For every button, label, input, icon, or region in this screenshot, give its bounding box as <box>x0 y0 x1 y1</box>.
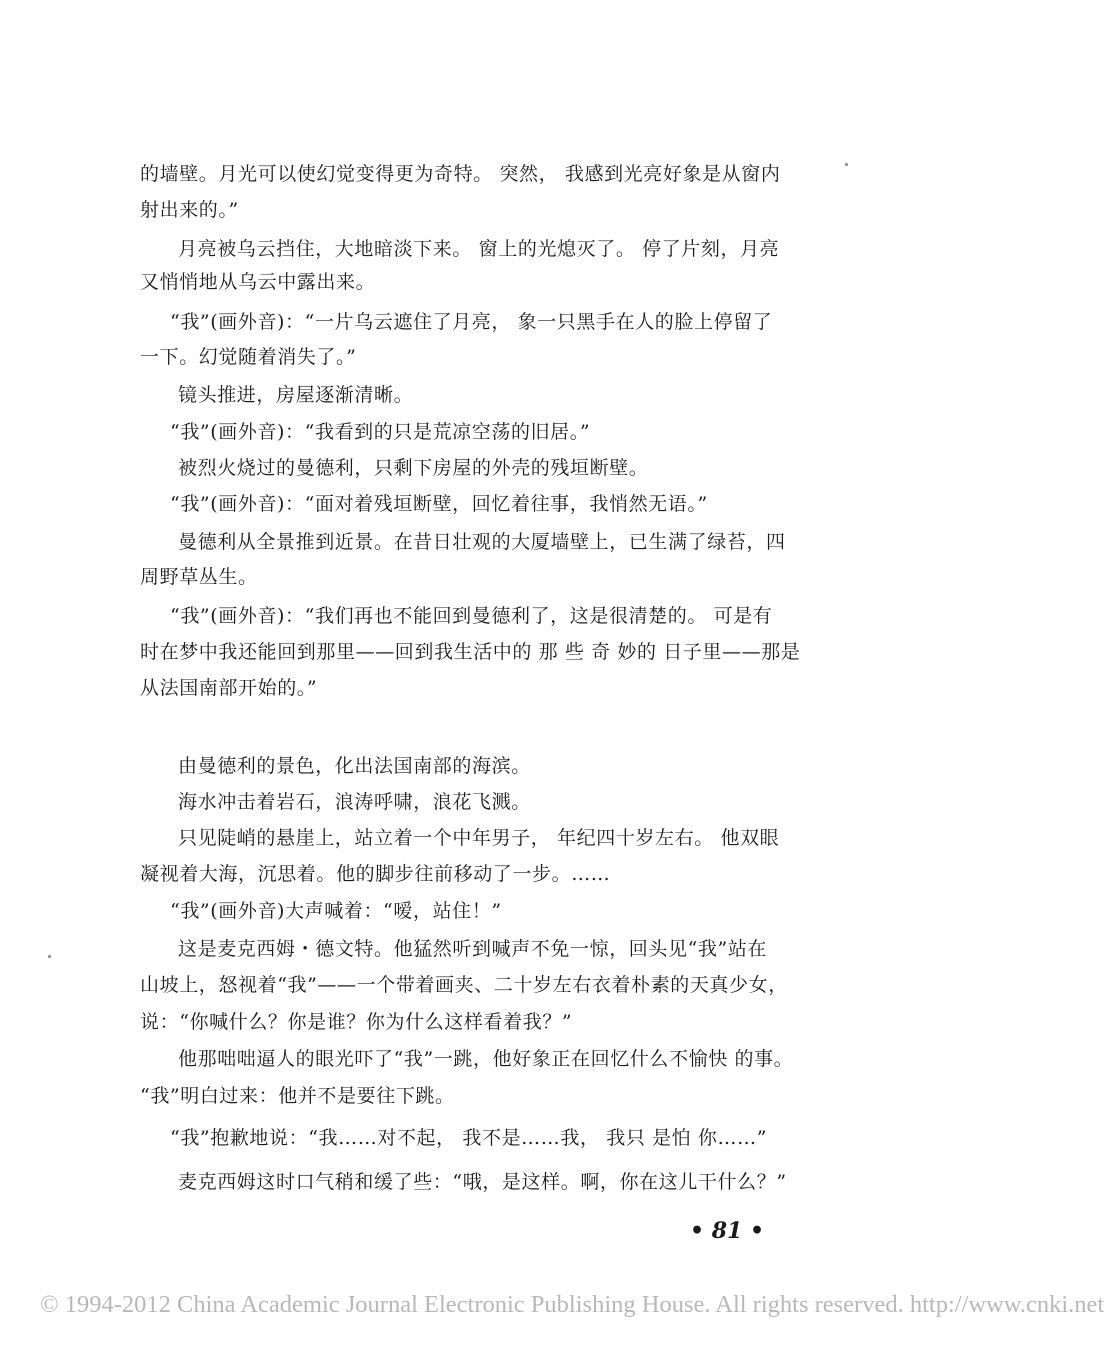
text-line: 他那咄咄逼人的眼光吓了“我”一跳，他好象正在回忆什么不愉快 的事。 <box>178 1048 794 1070</box>
text-line: 凝视着大海，沉思着。他的脚步往前移动了一步。…… <box>140 863 611 885</box>
text-line: “我”(画外音)：“我们再也不能回到曼德利了，这是很清楚的。 可是有 <box>170 605 773 627</box>
text-line: 只见陡峭的悬崖上，站立着一个中年男子， 年纪四十岁左右。 他双眼 <box>178 827 780 849</box>
scan-speck <box>845 163 848 166</box>
text-line: 被烈火烧过的曼德利，只剩下房屋的外壳的残垣断壁。 <box>178 457 649 479</box>
text-line: “我”抱歉地说：“我……对不起， 我不是……我， 我只 是怕 你……” <box>170 1127 768 1149</box>
text-line: 这是麦克西姆・德文特。他猛然听到喊声不免一惊，回头见“我”站在 <box>178 938 768 960</box>
text-line: 射出来的。” <box>140 199 239 221</box>
text-line: 又悄悄地从乌云中露出来。 <box>140 271 376 293</box>
text-line: “我”(画外音)：“面对着残垣断壁，回忆着往事，我悄然无语。” <box>170 493 708 515</box>
text-line: “我”(画外音)：“一片乌云遮住了月亮， 象一只黑手在人的脸上停留了 <box>170 311 773 333</box>
text-line: “我”(画外音)大声喊着：“嗳，站住！” <box>170 900 502 922</box>
text-line: 周野草丛生。 <box>140 566 258 588</box>
text-line: 海水冲击着岩石，浪涛呼啸，浪花飞溅。 <box>178 791 531 813</box>
text-line: 时在梦中我还能回到那里——回到我生活中的 那 些 奇 妙的 日子里——那是 <box>140 641 801 663</box>
text-line: 月亮被乌云挡住，大地暗淡下来。 窗上的光熄灭了。 停了片刻，月亮 <box>178 238 780 260</box>
page-number: • 81 • <box>690 1218 765 1244</box>
copyright-footer: © 1994-2012 China Academic Journal Electronic Publishing House. All rights reserved. http://www.cnki.net <box>40 1291 1104 1318</box>
text-line: 曼德利从全景推到近景。在昔日壮观的大厦墙壁上，已生满了绿苔，四 <box>178 531 786 553</box>
text-line: 镜头推进，房屋逐渐清晰。 <box>178 384 414 406</box>
text-line: 一下。幻觉随着消失了。” <box>140 346 357 368</box>
text-line: 山坡上，怒视着“我”——一个带着画夹、二十岁左右衣着朴素的天真少女， <box>140 974 788 996</box>
scan-speck <box>48 955 51 958</box>
text-line: 说：“你喊什么？你是谁？你为什么这样看着我？” <box>140 1011 573 1033</box>
text-line: 的墙壁。月光可以使幻觉变得更为奇特。 突然， 我感到光亮好象是从窗内 <box>140 163 781 185</box>
text-line: “我”明白过来：他并不是要往下跳。 <box>140 1085 455 1107</box>
text-line: “我”(画外音)：“我看到的只是荒凉空荡的旧居。” <box>170 421 591 443</box>
text-line: 麦克西姆这时口气稍和缓了些：“哦，是这样。啊，你在这儿干什么？” <box>178 1171 787 1193</box>
text-line: 由曼德利的景色，化出法国南部的海滨。 <box>178 755 531 777</box>
text-line: 从法国南部开始的。” <box>140 677 318 699</box>
